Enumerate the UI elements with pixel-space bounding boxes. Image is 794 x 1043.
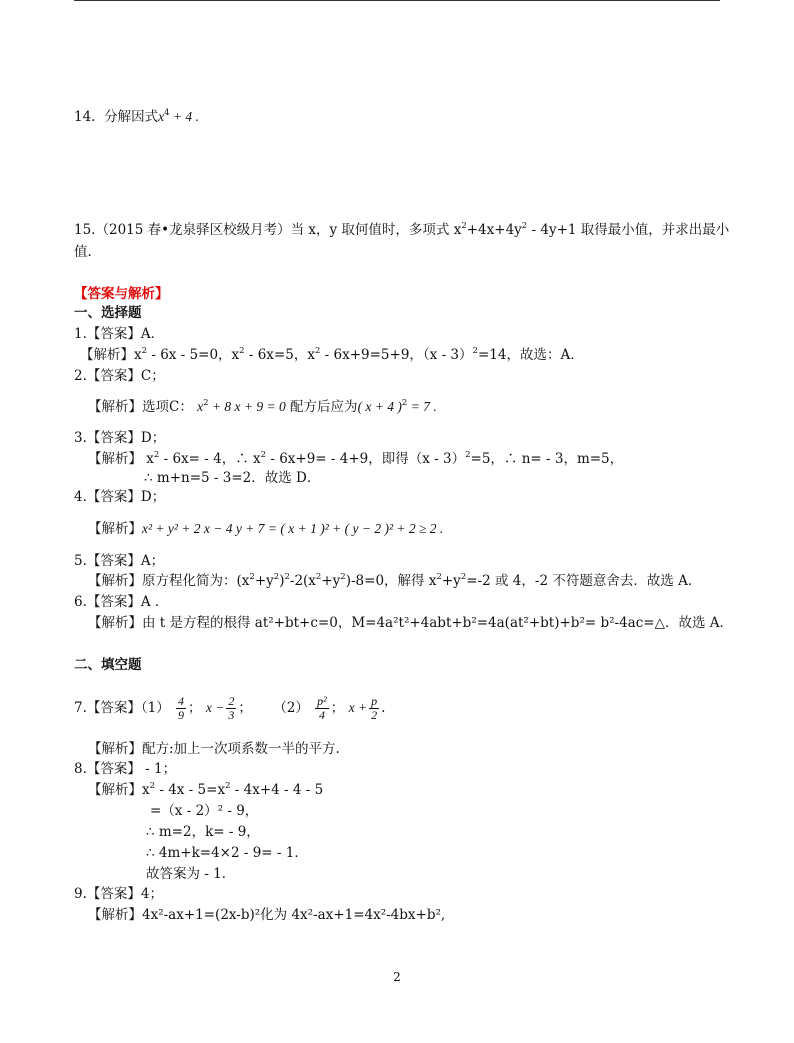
- question-15-line2: 值.: [74, 244, 92, 260]
- question-15-line1: 15.（2015 春•龙泉驿区校级月考）当 x，y 取何值时，多项式 $x^2+4x+4y^2 - 4y+1$ 取得最小值，并求出最小: [74, 221, 730, 238]
- explanation-4: 【解析】x² + y² + 2 x − 4 y + 7 = ( x + 1 )² + ( y − 2 )² + 2 ≥ 2 .: [88, 521, 444, 537]
- explanation-7: 【解析】配方:加上一次项系数一半的平方.: [88, 741, 340, 757]
- answer-1: 1.【答案】A．: [74, 326, 165, 342]
- fraction-4-9: $\frac{4}{9}$: [178, 694, 185, 722]
- section-2-title: 二、填空题: [74, 657, 142, 673]
- fraction-2-3: $\frac{2}{3}$: [228, 694, 235, 722]
- explanation-2: 【解析】选项C： $x^2 + 8$ x + 9 = 0 配方后应为( x + 4 )$^2$ = 7 .: [88, 398, 437, 415]
- fraction-p-2: $\frac{p}{2}$: [371, 694, 378, 722]
- answer-9: 9.【答案】4；: [74, 886, 163, 902]
- question-14: 14. 分解因式$x^4 + 4$ .: [74, 108, 199, 125]
- answer-7: 7.【答案】（1） $\frac{4}{9}$ ； x − $\frac{2}{3}$ ； （2） $\frac{\text{p²}}{4}$ ； x + $\frac{p}{2}$ .: [74, 694, 386, 722]
- section-1-title: 一、选择题: [74, 305, 142, 321]
- explanation-1: 【解析】$x^2 - 6x - 5=0$，$x^2 - 6x=5$，$x^2 - 6x+9=5+9$，（x - 3）$^2$=14，故选：A．: [80, 346, 584, 363]
- explanation-8-line1: 【解析】$x^2 - 4x - 5=x^2 - 4x+4 - 4 - 5$: [88, 781, 324, 798]
- explanation-6: 【解析】由 t 是方程的根得 at²+bt+c=0，M=4a²t²+4abt+b²=4a(at²+bt)+b²= b²-4ac=△．故选 A．: [88, 615, 734, 631]
- answer-8: 8.【答案】 - 1；: [74, 761, 177, 777]
- explanation-3-line1: 【解析】 $x^2 - 6x= - 4$，∴ $x^2 - 6x+9= - 4+9$，即得（x - 3）$^2$=5，∴ n= - 3，m=5，: [88, 450, 624, 467]
- fraction-p2-4: $\frac{\text{p²}}{4}$: [317, 694, 327, 722]
- explanation-3-line2: ∴ m+n=5 - 3=2．故选 D．: [144, 470, 321, 486]
- answer-5: 5.【答案】A；: [74, 553, 165, 569]
- explanation-8-line4: ∴ 4m+k=4×2 - 9= - 1．: [146, 845, 308, 861]
- answer-header: 【答案与解析】: [74, 286, 169, 302]
- header-rule: [74, 0, 720, 1]
- explanation-8-line2: =（x - 2）² - 9，: [150, 803, 259, 819]
- explanation-8-line5: 故答案为 - 1．: [146, 866, 236, 882]
- answer-3: 3.【答案】D；: [74, 430, 166, 446]
- page-number: 2: [393, 970, 401, 984]
- answer-2: 2.【答案】C；: [74, 368, 165, 384]
- explanation-8-line3: ∴ m=2，k= - 9，: [146, 824, 260, 840]
- explanation-9: 【解析】4x²-ax+1=(2x-b)²化为 4x²-ax+1=4x²-4bx+b²,: [88, 907, 446, 923]
- answer-4: 4.【答案】D；: [74, 489, 166, 505]
- answer-6: 6.【答案】A ．: [74, 594, 169, 610]
- explanation-5: 【解析】原方程化简为：$(x^2+y^2)^2-2(x^2+y^2)-8=0$，解得 $x^2+y^2=-2$ 或 4，-2 不符题意舍去．故选 A．: [88, 572, 702, 589]
